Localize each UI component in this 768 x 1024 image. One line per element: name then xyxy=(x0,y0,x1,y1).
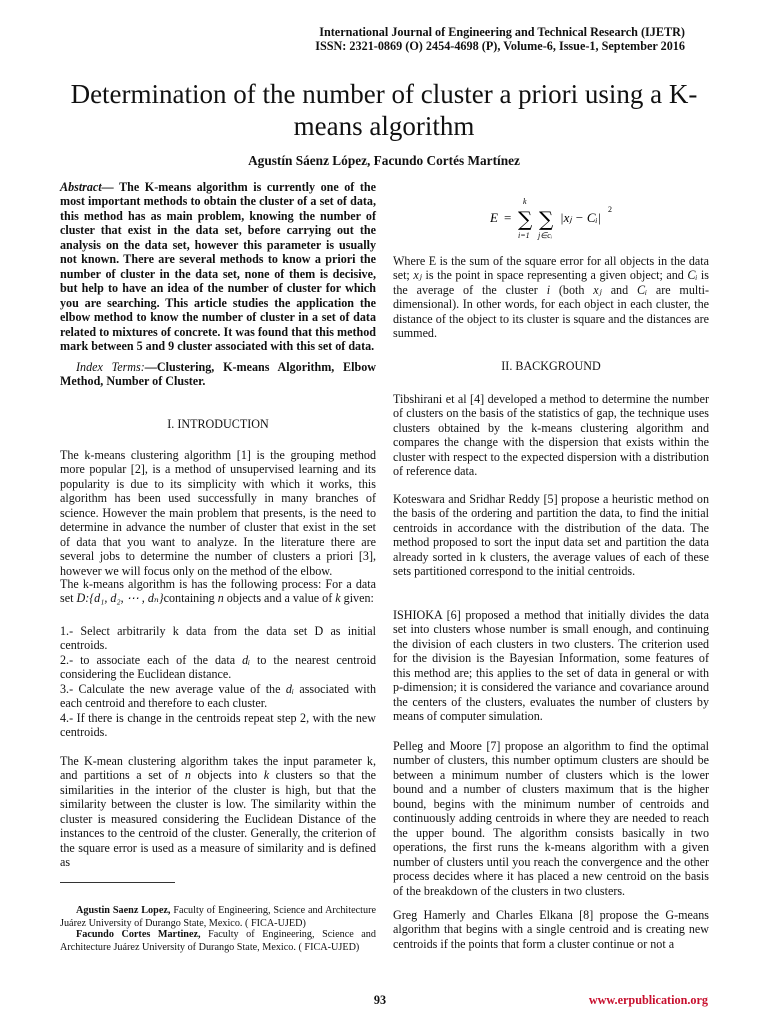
step-4: 4.- If there is change in the centroids repeat step 2, with the new centroids. xyxy=(60,711,376,740)
text-run: associated with each centroid and therefore to each cluster. xyxy=(60,682,376,711)
math-di: dᵢ xyxy=(285,682,294,696)
background-paragraph-3: ISHIOKA [6] proposed a method that initially divides the data set into clusters whose number is small enough, and continuing the division of each clusters in two clusters. The criterion used for the division is the Bayesian Information, some features of this method are; this applies to the set of data in general or with p-dimension; it is considered the variance and covariance around the centers of the clusters, evaluates the number of clusters by means of computer simulation. xyxy=(393,608,709,724)
eq-body: |xⱼ − Cᵢ| xyxy=(560,210,602,225)
text-run: is the point in space representing a given object; and xyxy=(421,268,688,283)
text-run: (both xyxy=(550,282,594,297)
math-data-set: D:{d₁, d₂, ⋯ , dₙ} xyxy=(76,591,164,606)
square-error-equation xyxy=(490,195,620,245)
math-ci: Cᵢ xyxy=(637,282,647,297)
text-run: clusters so that the similarities in the interior of the cluster is high, but that the similarity between the cluster is low. The similarity within the cluster is measured considering the Euclidean Distance of the instances to the centroid of the cluster. Generally, the criterion of the square error is used as a measure of similarity and is defined as xyxy=(60,768,377,870)
section-heading-introduction: I. INTRODUCTION xyxy=(167,417,269,431)
footnote-author-1 xyxy=(60,905,376,930)
abstract-text: The K-means algorithm is currently one of the most important methods to obtain the cluster of a set of data, this method has as main problem, knowing the number of cluster that exist in the data set, before carrying out the analysis on the data set, however this parameter is usually not known. There are several methods to know a priori the number of cluster in the data set, none of them is decisive, but help to have an idea of the number of cluster for which you are searching. This article studies the application the elbow method to know the number of cluster in a set of data related to mixtures of concrete. It was found that this method mark between 5 and 9 cluster associated with this set of data. xyxy=(60,180,376,353)
eq-equals: = xyxy=(504,210,512,225)
index-terms-lead: Index Terms: xyxy=(76,360,145,374)
text-run: are multi-dimensional). In other words, for each object in each cluster, the distance of the object to its cluster is square and the distances are summed. xyxy=(393,282,709,341)
index-terms xyxy=(60,360,376,389)
text-run: containing xyxy=(163,591,218,606)
index-terms-text: —Clustering, K-means Algorithm, Elbow Method, Number of Cluster. xyxy=(60,360,376,389)
publisher-website[interactable]: www.erpublication.org xyxy=(588,993,708,1007)
math-xj: xⱼ xyxy=(413,268,422,283)
math-n: n xyxy=(184,768,191,783)
background-paragraph-2: Koteswara and Sridhar Reddy [5] propose a heuristic method on the basis of the ordering and partition the data, to find the initial centroids in accordance with the distribution of the data. The method proposed to sort the input data set and partition the data already sorted in k clusters, the average values of each of these sets partitioned correspond to the initial centroids. xyxy=(393,492,709,579)
footnote-author-name: Agustin Saenz Lopez, xyxy=(76,905,171,916)
sum-upper-limit: k xyxy=(523,197,527,206)
background-paragraph-5: Greg Hamerly and Charles Elkana [8] propose the G-means algorithm that begins with a single centroid and is creating new centroids if the points that form a cluster continue or not a xyxy=(393,908,709,951)
sum-lower-limit: i=1 xyxy=(518,231,530,240)
footnote-author-name: Facundo Cortes Martinez, xyxy=(76,929,201,940)
text-run: The K-mean clustering algorithm takes the input parameter k, and partitions a set of xyxy=(60,754,376,783)
footnote-affiliation: Faculty of Engineering, Science and Architecture Juárez University of Durango State, Mexico. ( FICA-UJED) xyxy=(60,929,376,953)
math-di: dᵢ xyxy=(242,653,251,667)
intro-paragraph-3 xyxy=(60,754,376,870)
text-run: to the nearest centroid considering the Euclidean distance. xyxy=(60,653,376,682)
abstract xyxy=(60,180,376,353)
footnote-rule xyxy=(60,882,175,883)
math-k: k xyxy=(335,591,341,606)
math-ci: Cᵢ xyxy=(687,268,698,283)
paper-title: Determination of the number of cluster a priori using a K-means algorithm xyxy=(70,79,698,141)
text-run: is the average of the cluster xyxy=(393,268,709,297)
sum-symbol-inner: ∑ xyxy=(539,207,554,231)
math-k: k xyxy=(263,768,270,783)
eq-lhs: E xyxy=(490,210,498,225)
text-run: Where E is the sum of the square error for all objects in the data set; xyxy=(393,254,709,283)
text-run: objects into xyxy=(190,768,264,783)
text-run: given: xyxy=(340,591,374,606)
step-1: 1.- Select arbitrarily k data from the data set D as initial centroids. xyxy=(60,624,376,653)
math-n: n xyxy=(217,591,224,606)
author-line: Agustín Sáenz López, Facundo Cortés Martínez xyxy=(248,153,520,168)
sum-inner-lower-limit: j∈cᵢ xyxy=(538,231,553,240)
math-i: i xyxy=(546,282,551,297)
step-2 xyxy=(60,653,376,682)
background-paragraph-1: Tibshirani et al [4] developed a method to determine the number of clusters on the basis of the statistics of gap, the technique uses clusters obtained by the k-means clustering algorithm and compares the change with the dispersion that exists within the cluster with respect to the expected dispersion with a distribution of reference data. xyxy=(393,392,709,479)
intro-paragraph-1: The k-means clustering algorithm [1] is the grouping method more popular [2], is a method of unsupervised learning and its popularity is due to its simplicity with which it works, this algorithm has been used successfully in many branches of science. However the main problem that presents, is the need to determine in advance the number of cluster that exist in the set of data that you want to analyze. In the literature there are several jobs to determine the number of clusters a priori [3], however we will focus only on the method of the elbow. xyxy=(60,448,376,578)
journal-name: International Journal of Engineering and Technical Research (IJETR) xyxy=(319,25,685,39)
page-number: 93 xyxy=(373,993,387,1007)
eq-exponent: 2 xyxy=(608,205,612,214)
math-xj: xⱼ xyxy=(593,282,602,297)
journal-issn: ISSN: 2321-0869 (O) 2454-4698 (P), Volume-6, Issue-1, September 2016 xyxy=(315,39,685,53)
text-run: The k-means algorithm is has the following process: For a data set xyxy=(60,577,376,606)
background-paragraph-4: Pelleg and Moore [7] propose an algorithm to find the optimal number of clusters, this number optimum clusters are should be between a minimum number of clusters which is the lower bound and a number of clusters maximum that is the higher bound, begins with the minimum number of centroids and continuously adding centroids in where they are needed to reach the upper bound. The algorithm consists basically in two operations, the first runs the k-means algorithm with a given number of clusters until you reach the convergence and the other process decides where it has placed a new centroid on the basis of the breakdown of the clusters in two clusters. xyxy=(393,739,709,898)
section-heading-background: II. BACKGROUND xyxy=(501,359,601,373)
text-run: 3.- Calculate the new average value of the xyxy=(60,682,286,696)
text-run: and xyxy=(601,282,637,297)
abstract-lead: Abstract— xyxy=(60,180,114,194)
text-run: objects and a value of xyxy=(223,591,336,606)
text-run: 2.- to associate each of the data xyxy=(60,653,243,667)
equation-explanation xyxy=(393,254,709,341)
footnote-affiliation: Faculty of Engineering, Science and Architecture Juárez University of Durango State, Mexico. ( FICA-UJED) xyxy=(60,905,376,929)
footnote-author-2 xyxy=(60,929,376,954)
intro-paragraph-2 xyxy=(60,577,376,606)
step-3 xyxy=(60,682,376,711)
sum-symbol-outer: ∑ xyxy=(518,207,533,231)
